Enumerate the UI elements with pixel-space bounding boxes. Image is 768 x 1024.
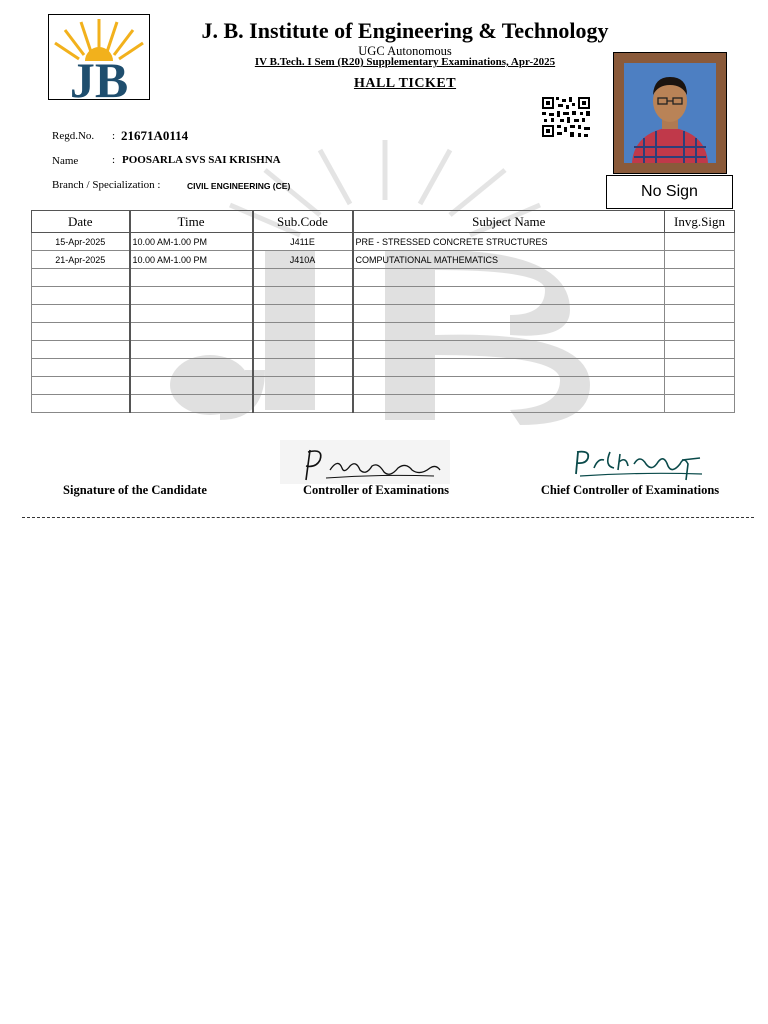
- student-sign-box: No Sign: [606, 175, 733, 209]
- table-row-empty: [32, 377, 735, 395]
- row-sub-code: J410A: [253, 251, 353, 269]
- exam-title: IV B.Tech. I Sem (R20) Supplementary Examinations, Apr-2025: [254, 56, 556, 68]
- exam-schedule-table: [31, 210, 735, 413]
- table-row: [32, 251, 735, 269]
- table-row-empty: [32, 305, 735, 323]
- logo-text: JB: [69, 52, 129, 99]
- regd-no-value: 21671A0114: [121, 128, 189, 143]
- qr-code: [542, 97, 590, 137]
- header-subject-name: Subject Name: [353, 211, 665, 233]
- autonomy-status: UGC Autonomous: [358, 44, 452, 58]
- institute-name: J. B. Institute of Engineering & Technology: [201, 18, 609, 43]
- name-colon: :: [112, 154, 116, 166]
- name-label: Name: [52, 155, 79, 167]
- chief-controller-signature-label: Chief Controller of Examinations: [540, 483, 720, 497]
- sun-logo-icon: [49, 15, 149, 99]
- document-title: HALL TICKET: [353, 76, 457, 91]
- chief-controller-signature-image: [570, 446, 710, 482]
- row-time: 10.00 AM-1.00 PM: [130, 233, 253, 251]
- cut-line-divider: [22, 517, 754, 518]
- student-name-value: POOSARLA SVS SAI KRISHNA: [122, 154, 281, 166]
- row-sub-code: J411E: [253, 233, 353, 251]
- row-date: 15-Apr-2025: [32, 233, 130, 251]
- header-date: Date: [32, 211, 130, 233]
- header-time: Time: [130, 211, 253, 233]
- row-date: 21-Apr-2025: [32, 251, 130, 269]
- row-invg-sign: [665, 233, 735, 251]
- row-time: 10.00 AM-1.00 PM: [130, 251, 253, 269]
- candidate-signature-label: Signature of the Candidate: [63, 483, 207, 497]
- controller-signature-image: [280, 440, 450, 484]
- person-photo-icon: [624, 63, 716, 163]
- row-subject-name: PRE - STRESSED CONCRETE STRUCTURES: [353, 233, 665, 251]
- table-row-empty: [32, 395, 735, 413]
- student-photo: [613, 52, 727, 174]
- table-header-row: [32, 211, 735, 233]
- table-row: [32, 233, 735, 251]
- regd-colon: :: [112, 130, 116, 142]
- controller-signature-label: Controller of Examinations: [302, 483, 450, 497]
- table-row-empty: [32, 269, 735, 287]
- header-invg-sign: Invg.Sign: [665, 211, 735, 233]
- table-row-empty: [32, 323, 735, 341]
- table-row-empty: [32, 287, 735, 305]
- header-sub-code: Sub.Code: [253, 211, 353, 233]
- table-row-empty: [32, 359, 735, 377]
- regd-no-label: Regd.No.: [52, 130, 95, 142]
- branch-value: CIVIL ENGINEERING (CE): [187, 181, 291, 191]
- institute-logo: [48, 14, 150, 100]
- branch-label: Branch / Specialization :: [52, 179, 161, 191]
- row-invg-sign: [665, 251, 735, 269]
- table-row-empty: [32, 341, 735, 359]
- row-subject-name: COMPUTATIONAL MATHEMATICS: [353, 251, 665, 269]
